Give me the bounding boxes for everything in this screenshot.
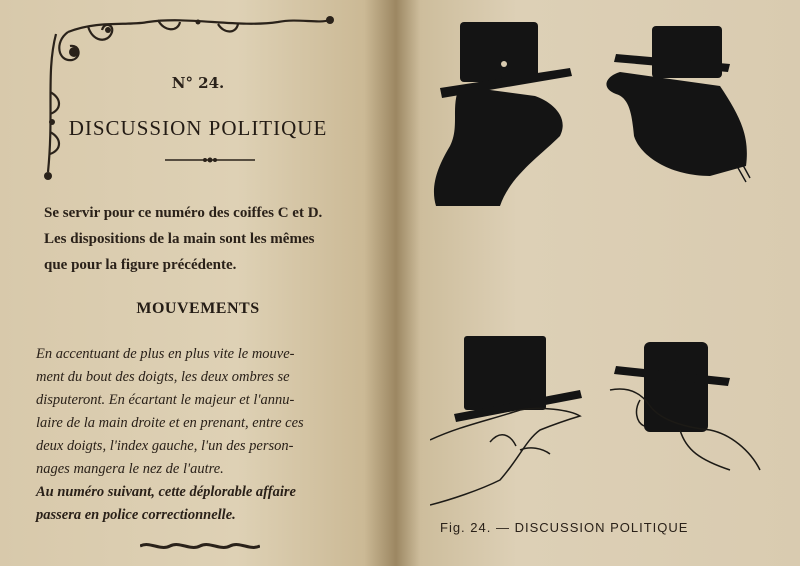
- closing-line: passera en police correctionnelle.: [36, 507, 236, 523]
- intro-line: que pour la figure précédente.: [44, 257, 237, 273]
- bottom-ornament: [140, 541, 260, 551]
- shadow-silhouettes-illustration: [420, 6, 770, 216]
- intro-line: Se servir pour ce numéro des coiffes C et D.: [44, 205, 323, 221]
- intro-line: Les dispositions de la main sont les mêmes: [44, 231, 315, 247]
- figure-caption: Fig. 24. — DISCUSSION POLITIQUE: [440, 520, 689, 535]
- intro-paragraph: [44, 200, 374, 278]
- movements-paragraph: [36, 343, 376, 527]
- left-page: [0, 0, 396, 566]
- body-line: ment du bout des doigts, les deux ombres se: [36, 369, 290, 385]
- hands-with-hats-illustration: [430, 330, 770, 520]
- section-heading: MOUVEMENTS: [136, 300, 260, 317]
- closing-line: Au numéro suivant, cette déplorable affaire: [36, 484, 296, 500]
- body-line: deux doigts, l'index gauche, l'un des person-: [36, 438, 294, 454]
- body-line: nages mangera le nez de l'autre.: [36, 461, 224, 477]
- body-line: disputeront. En écartant le majeur et l'annu-: [36, 392, 295, 408]
- title-divider: [165, 155, 255, 165]
- page-title: DISCUSSION POLITIQUE: [68, 116, 328, 140]
- body-line: En accentuant de plus en plus vite le mouve-: [36, 346, 295, 362]
- body-line: laire de la main droite et en prenant, entre ces: [36, 415, 304, 431]
- entry-number: N° 24.: [171, 74, 225, 92]
